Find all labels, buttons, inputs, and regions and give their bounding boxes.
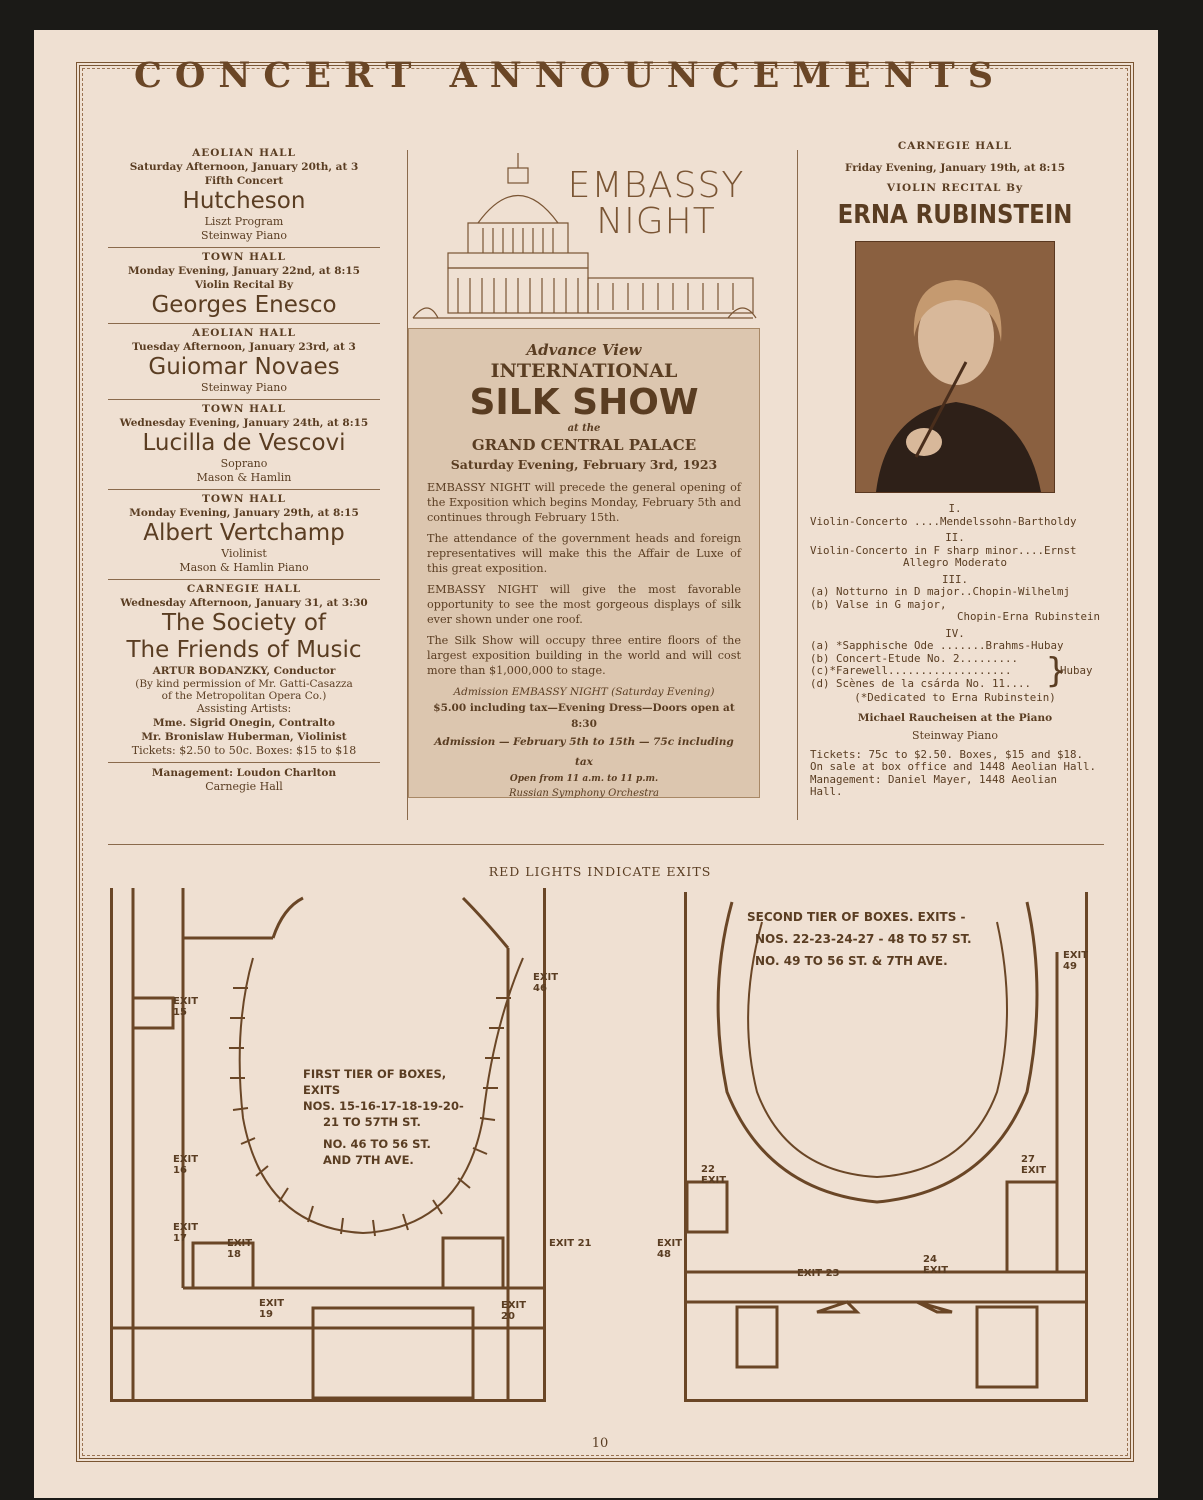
brace-glyph: }	[1046, 650, 1067, 691]
program-item: Allegro Moderato	[902, 556, 1007, 569]
venue: TOWN HALL	[202, 493, 286, 505]
artist-name: Albert Vertchamp	[143, 520, 345, 546]
artist-name: Hutcheson	[182, 188, 306, 214]
date: Wednesday Afternoon, January 31, at 3:30	[120, 597, 368, 609]
paragraph: EMBASSY NIGHT will precede the general opening of the Exposition which begins Monday, February 5th and continues through February 15th.	[427, 481, 741, 524]
announcement-vescovi	[108, 400, 380, 490]
paragraph: EMBASSY NIGHT will give the most favorable opportunity to see the most gorgeous displays of silk ever shown under one roof.	[427, 583, 741, 626]
announcement-enesco	[108, 248, 380, 324]
date: Friday Evening, January 19th, at 8:15	[844, 162, 1066, 174]
piano-note: Steinway Piano	[201, 381, 287, 394]
program-item: (d) Scènes de la csárda No. 11....	[810, 676, 1032, 690]
page-title: CONCERT ANNOUNCEMENTS	[134, 55, 1006, 96]
artist-name: Lucilla de Vescovi	[142, 430, 346, 456]
program-item: Violin-Concerto in F sharp minor....Ernst	[810, 543, 1077, 557]
admission-embassy: Admission EMBASSY NIGHT (Saturday Evening)	[453, 686, 715, 698]
permission-line1: (By kind permission of Mr. Gatti-Casazza	[135, 678, 353, 690]
management: Management: Loudon Charlton	[151, 767, 337, 779]
venue: CARNEGIE HALL	[897, 140, 1013, 152]
night-heading: NIGHT	[596, 201, 716, 242]
voice-type: Soprano	[220, 457, 268, 470]
management-place: Carnegie Hall	[205, 780, 283, 793]
date: Monday Evening, January 29th, at 8:15	[129, 507, 359, 519]
piano-note: Mason & Hamlin Piano	[179, 561, 309, 574]
section-number: II.	[945, 531, 965, 544]
hubay-group	[810, 650, 1100, 691]
exit-label: EXIT 15	[173, 996, 199, 1018]
section-number: IV.	[945, 626, 965, 640]
exit-label: 22 EXIT	[701, 1164, 727, 1186]
venue: AEOLIAN HALL	[192, 327, 296, 339]
subtitle: Fifth Concert	[204, 175, 284, 187]
exit-label: 24 EXIT	[923, 1254, 949, 1276]
venue: AEOLIAN HALL	[192, 147, 296, 159]
legend-line: NOS. 22-23-24-27 - 48 TO 57 ST.	[755, 932, 972, 946]
venue-name: GRAND CENTRAL PALACE	[471, 436, 697, 454]
date: Saturday Afternoon, January 20th, at 3	[129, 161, 359, 173]
program-item: (a) *Sapphische Ode .......Brahms-Hubay	[810, 639, 1064, 652]
exit-label: EXIT 17	[173, 1222, 199, 1244]
portrait-illustration	[856, 242, 1054, 492]
management: Management: Daniel Mayer, 1448 Aeolian	[810, 772, 1058, 786]
paragraph: The Silk Show will occupy three entire floors of the largest exposition building in the world and will cost more than $1,000,000 to stage.	[427, 634, 741, 677]
program-item: (b) Concert-Etude No. 2.........	[810, 651, 1019, 665]
program-item: (c)*Farewell...................	[810, 664, 1012, 677]
announcement-hutcheson	[108, 144, 380, 248]
venue: TOWN HALL	[202, 251, 286, 263]
exit-label: EXIT 21	[549, 1238, 592, 1249]
piano-note: Mason & Hamlin	[196, 471, 292, 484]
legend-line: FIRST TIER OF BOXES, EXITS	[303, 1067, 447, 1097]
exit-label: EXIT 20	[501, 1300, 527, 1322]
exit-label: EXIT 18	[227, 1238, 253, 1260]
program-item: Chopin-Erna Rubinstein	[956, 610, 1100, 623]
legend-line: NOS. 15-16-17-18-19-20-	[303, 1099, 464, 1113]
section-number: I.	[948, 502, 962, 515]
first-tier-legend	[303, 1066, 483, 1168]
program-item: (b) Valse in G major,	[810, 597, 947, 611]
ticket-prices: Tickets: 75c to $2.50. Boxes, $15 and $18.	[810, 747, 1084, 761]
legend-line: AND 7TH AVE.	[323, 1153, 414, 1167]
rubinstein-recital	[810, 140, 1100, 799]
society-name-line1: The Society of	[161, 610, 327, 636]
exit-label: EXIT 46	[533, 972, 559, 994]
date: Tuesday Afternoon, January 23rd, at 3	[132, 341, 356, 353]
capitol-illustration-area	[408, 128, 760, 328]
conductor: ARTUR BODANZKY, Conductor	[152, 665, 336, 677]
accompanist: Michael Raucheisen at the Piano	[857, 711, 1053, 724]
exit-label: EXIT 48	[657, 1238, 683, 1260]
paragraph: The attendance of the government heads and foreign representatives will make this the Affair de Luxe of this great exposition.	[427, 532, 741, 575]
admission-general: Admission — February 5th to 15th — 75c including tax	[434, 736, 734, 768]
program-note: Liszt Program	[204, 215, 284, 228]
legend-line: NO. 46 TO 56 ST.	[323, 1137, 431, 1151]
piano-note: Steinway Piano	[201, 229, 287, 242]
piano-note: Steinway Piano	[912, 728, 998, 742]
international-heading: INTERNATIONAL	[490, 360, 678, 382]
subtitle: Violin Recital By	[194, 279, 294, 291]
assisting-artist: Mr. Bronislaw Huberman, Violinist	[141, 731, 347, 743]
admission-embassy-price: $5.00 including tax—Evening Dress—Doors open at 8:30	[433, 702, 735, 730]
embassy-night-ad	[408, 128, 760, 798]
column-divider	[797, 150, 798, 820]
program-item: Violin-Concerto ....Mendelssohn-Bartholdy	[810, 514, 1077, 528]
section-divider	[108, 844, 1104, 845]
ticket-sales: On sale at box office and 1448 Aeolian Hall.	[810, 760, 1097, 773]
venue: CARNEGIE HALL	[186, 583, 302, 595]
artist-name: Guiomar Novaes	[148, 354, 340, 380]
exit-label: EXIT 19	[259, 1298, 285, 1320]
permission-line2: of the Metropolitan Opera Co.)	[161, 690, 327, 702]
at-the: at the	[567, 423, 601, 434]
legend-line: 21 TO 57TH ST.	[323, 1115, 421, 1129]
page-number: 10	[591, 1436, 609, 1451]
section-number: III.	[941, 572, 968, 586]
society-name-line2: The Friends of Music	[126, 637, 362, 663]
silk-show-heading: SILK SHOW	[469, 382, 699, 423]
date: Monday Evening, January 22nd, at 8:15	[128, 265, 360, 277]
legend-line: NO. 49 TO 56 ST. & 7TH AVE.	[755, 954, 948, 968]
event-date: Saturday Evening, February 3rd, 1923	[450, 457, 718, 472]
program-item: (a) Notturno in D major..Chopin-Wilhelmj	[810, 585, 1071, 598]
management-cont: Hall.	[810, 785, 843, 798]
left-announcements	[108, 144, 380, 798]
announcement-vertchamp	[108, 490, 380, 580]
embassy-heading: EMBASSY	[567, 165, 745, 206]
silk-show-details	[408, 328, 760, 798]
composer: Hubay	[1060, 663, 1093, 677]
recital-program	[810, 503, 1100, 705]
assisting-artist: Mme. Sigrid Onegin, Contralto	[153, 717, 335, 729]
artist-portrait	[855, 241, 1055, 493]
ticket-info	[810, 749, 1100, 799]
advance-view: Advance View	[526, 341, 642, 359]
exit-label: 27 EXIT	[1021, 1154, 1047, 1176]
venue: TOWN HALL	[202, 403, 286, 415]
date: Wednesday Evening, January 24th, at 8:15	[119, 417, 369, 429]
artist-name: Georges Enesco	[151, 292, 337, 318]
assisting-label: Assisting Artists:	[196, 702, 292, 715]
announcement-novaes	[108, 324, 380, 400]
management-block	[108, 763, 380, 798]
artist-name: ERNA RUBINSTEIN	[837, 200, 1073, 230]
first-tier-plan	[110, 888, 592, 1402]
exit-label: EXIT 23	[797, 1268, 840, 1279]
ticket-prices: Tickets: $2.50 to 50c. Boxes: $15 to $18	[131, 744, 357, 757]
exit-label: EXIT 49	[1063, 950, 1089, 972]
dedication: (*Dedicated to Erna Rubinstein)	[854, 691, 1056, 704]
exit-label: EXIT 16	[173, 1154, 199, 1176]
announcement-friends-of-music	[108, 580, 380, 763]
second-tier-legend	[747, 906, 1067, 972]
legend-line: SECOND TIER OF BOXES. EXITS -	[747, 910, 966, 924]
subtitle: VIOLIN RECITAL By	[886, 182, 1024, 194]
instrument: Violinist	[221, 547, 267, 560]
exits-caption: RED LIGHTS INDICATE EXITS	[488, 864, 712, 879]
second-tier-plan	[657, 892, 1089, 1402]
opening-hours: Open from 11 a.m. to 11 p.m.	[509, 774, 659, 784]
orchestra: Russian Symphony Orchestra	[509, 788, 659, 799]
